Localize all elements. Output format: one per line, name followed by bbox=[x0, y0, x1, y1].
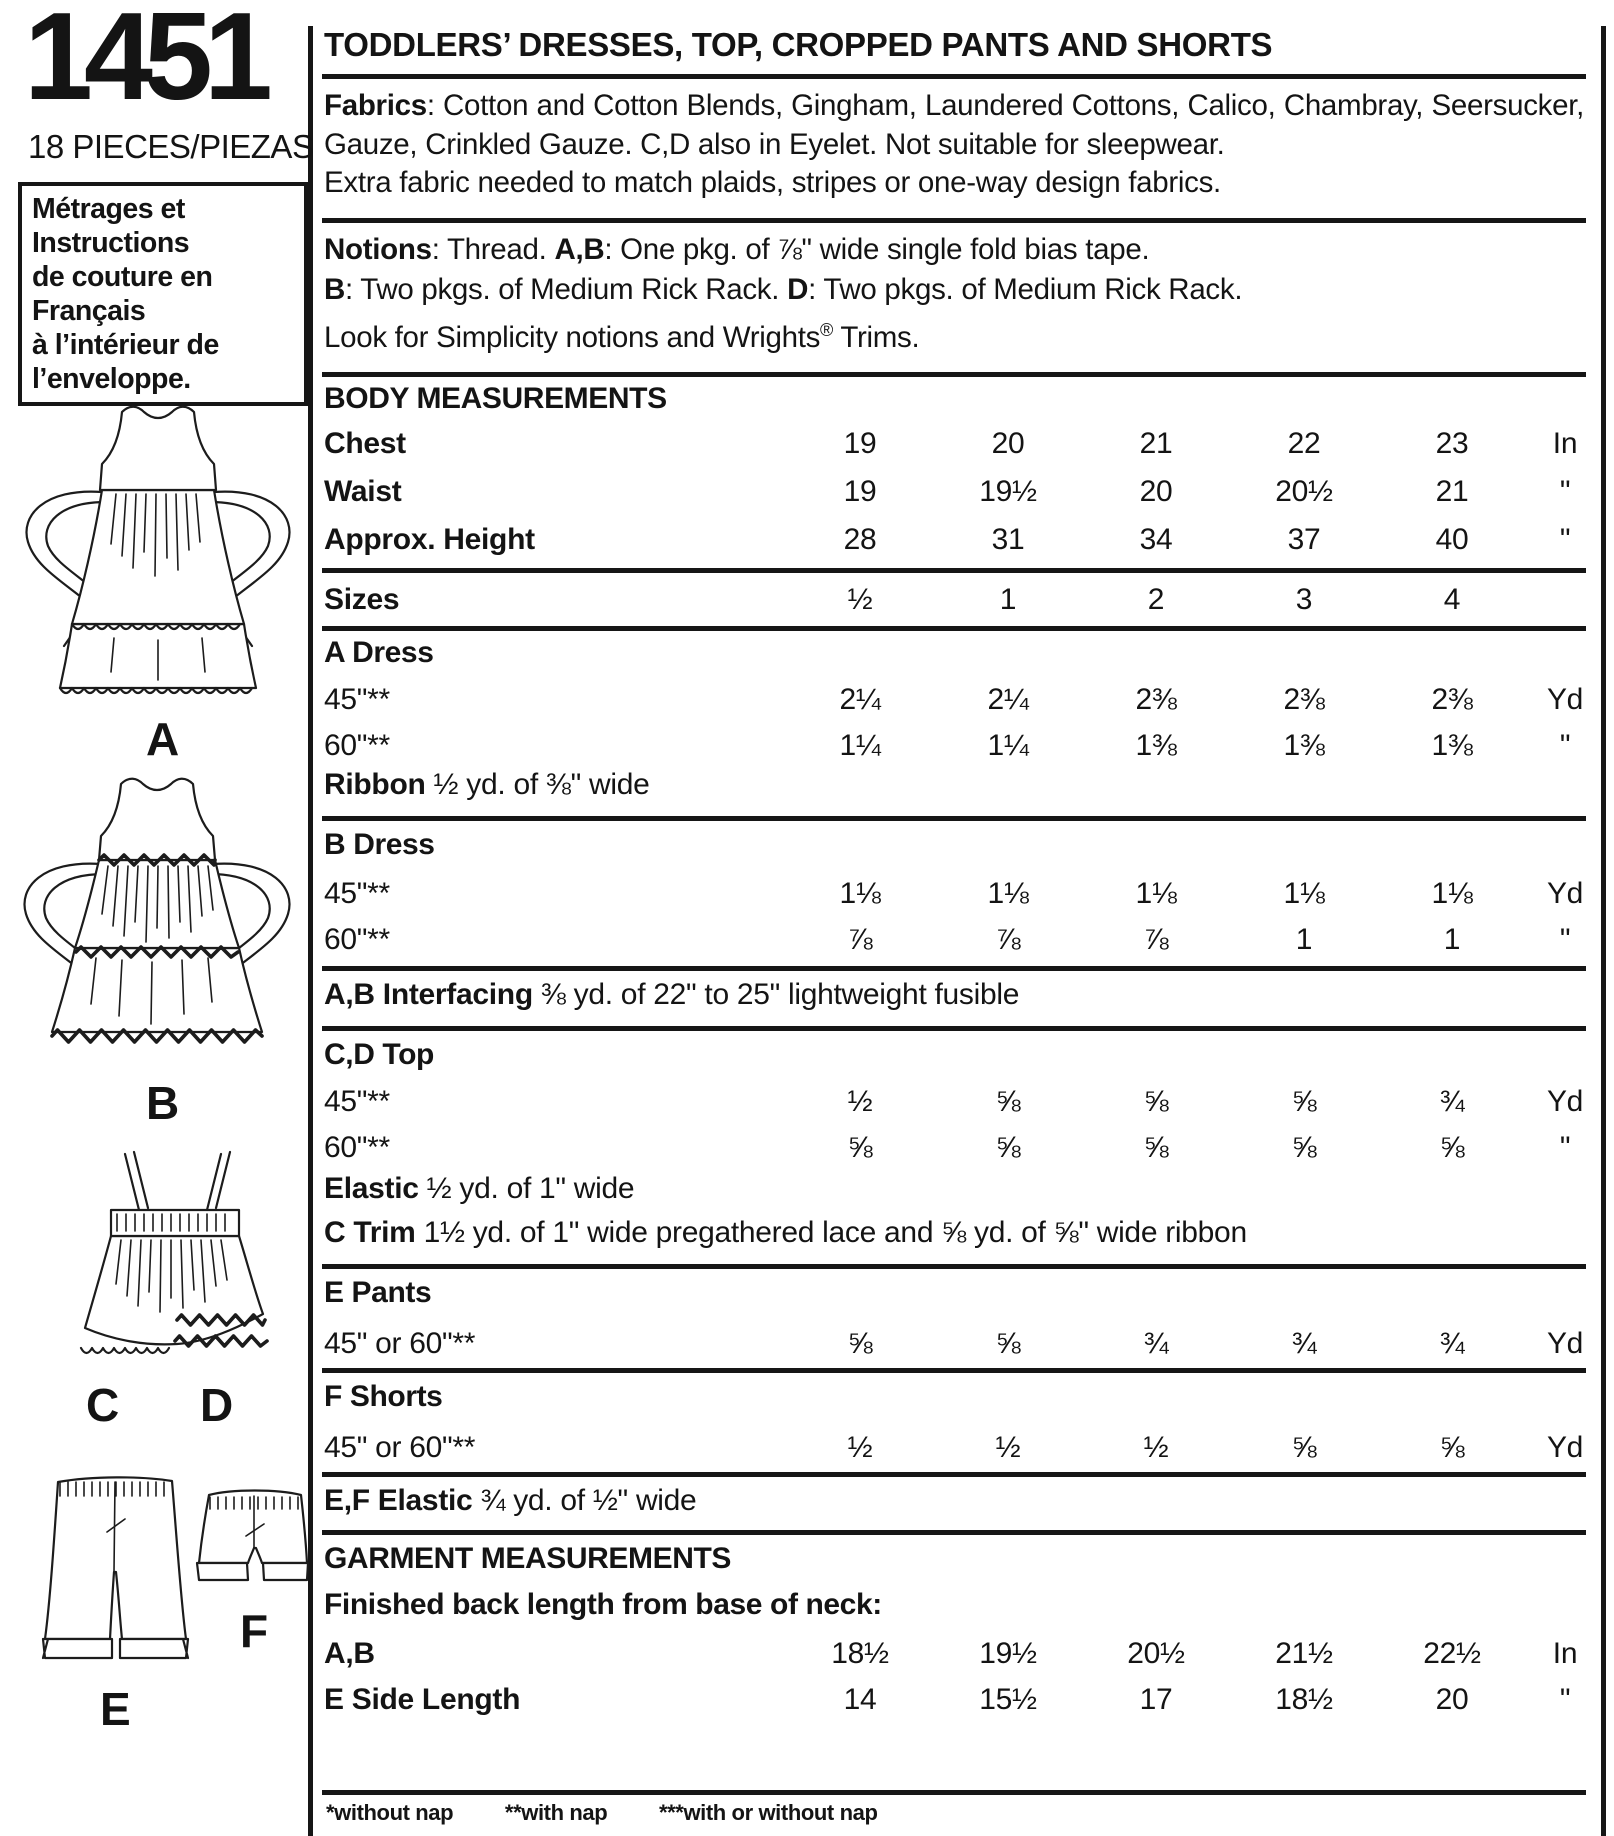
a-dress-header: A Dress bbox=[324, 636, 434, 669]
table-row-cd-60: 60"** ⅝ ⅝ ⅝ ⅝ ⅝ " bbox=[324, 1126, 1604, 1170]
garment-measurements-header: GARMENT MEASUREMENTS bbox=[324, 1542, 732, 1575]
garment-measurements-subheader: Finished back length from base of neck: bbox=[324, 1588, 882, 1621]
view-label-e: E bbox=[100, 1683, 130, 1735]
table-row-b-60: 60"** ⅞ ⅞ ⅞ 1 1 " bbox=[324, 918, 1604, 962]
table-row-cd-45: 45"** ½ ⅝ ⅝ ⅝ ¾ Yd bbox=[324, 1080, 1604, 1124]
interfacing-note: A,B Interfacing ⅜ yd. of 22" to 25" lightweight fusible bbox=[324, 978, 1020, 1011]
divider bbox=[322, 816, 1586, 821]
pieces-count: 18 PIECES/PIEZAS bbox=[28, 128, 314, 165]
french-note-line: l’enveloppe. bbox=[32, 363, 191, 395]
unit-cell: Yd bbox=[1546, 683, 1584, 716]
footnote-without-nap: *without nap bbox=[326, 1800, 454, 1825]
divider bbox=[322, 218, 1586, 223]
row-label: 45"** bbox=[324, 877, 390, 910]
unit-cell: Yd bbox=[1546, 877, 1584, 910]
row-label: Waist bbox=[324, 475, 402, 508]
unit-cell: Yd bbox=[1546, 1327, 1584, 1360]
divider bbox=[322, 1530, 1586, 1535]
table-row-a-60: 60"** 1¼ 1¼ 1⅜ 1⅜ 1⅜ " bbox=[324, 724, 1604, 768]
fabrics-text: : Cotton and Cotton Blends, Gingham, Laundered Cottons, Calico, Chambray, Seersucker, Gauze, Crinkled Gauze. C,D also in Eyelet. Not suitable for sleepwear. bbox=[324, 89, 1584, 161]
straps bbox=[125, 1152, 230, 1210]
divider bbox=[322, 1264, 1586, 1269]
bodice bbox=[100, 407, 216, 490]
divider bbox=[322, 626, 1586, 631]
divider bbox=[322, 1472, 1586, 1477]
body-measurements-header: BODY MEASUREMENTS bbox=[324, 382, 667, 415]
french-note-line: de couture en Français bbox=[32, 261, 213, 327]
row-label: 45"** bbox=[324, 1085, 390, 1118]
waistband bbox=[111, 1210, 239, 1236]
bodice bbox=[99, 779, 215, 860]
table-row-e-pants: 45" or 60"** ⅝ ⅝ ¾ ¾ ¾ Yd bbox=[324, 1322, 1604, 1366]
table-row-waist: Waist 19 19½ 20 20½ 21 " bbox=[324, 470, 1604, 514]
pants-cuff-right bbox=[120, 1639, 188, 1658]
table-row-f-shorts: 45" or 60"** ½ ½ ½ ⅝ ⅝ Yd bbox=[324, 1426, 1604, 1470]
french-note-box bbox=[18, 182, 308, 406]
row-label: 45" or 60"** bbox=[324, 1431, 476, 1464]
notions-line-1: Notions: Thread. A,B: One pkg. of ⅞" wide single fold bias tape. bbox=[324, 233, 1150, 266]
unit-cell: " bbox=[1559, 523, 1571, 556]
shorts-cuff-left bbox=[197, 1563, 248, 1580]
unit-cell: In bbox=[1552, 1637, 1578, 1670]
table-row-chest: Chest 19 20 21 22 23 In bbox=[324, 422, 1604, 466]
unit-cell: Yd bbox=[1546, 1431, 1584, 1464]
table-row-b-45: 45"** 1⅛ 1⅛ 1⅛ 1⅛ 1⅛ Yd bbox=[324, 872, 1604, 916]
table-row-a-45: 45"** 2¼ 2¼ 2⅜ 2⅜ 2⅜ Yd bbox=[324, 678, 1604, 722]
ribbon-note: Ribbon ½ yd. of ⅜" wide bbox=[324, 768, 650, 801]
e-pants-header: E Pants bbox=[324, 1276, 432, 1309]
fabrics-paragraph bbox=[324, 86, 1584, 164]
nap-footnotes bbox=[326, 1800, 923, 1826]
unit-cell: " bbox=[1559, 1683, 1571, 1716]
french-note-line: Métrages et Instructions bbox=[32, 193, 190, 259]
table-row-e-side-length: E Side Length 14 15½ 17 18½ 20 " bbox=[324, 1678, 1604, 1722]
footnote-with-or-without-nap: ***with or without nap bbox=[658, 1800, 878, 1825]
row-label: 60"** bbox=[324, 1131, 390, 1164]
page-title: TODDLERS’ DRESSES, TOP, CROPPED PANTS AND SHORTS bbox=[324, 26, 1273, 63]
fabrics-label: Fabrics bbox=[324, 89, 427, 122]
view-label-c: C bbox=[86, 1379, 119, 1431]
c-trim-note: C Trim 1½ yd. of 1" wide pregathered lace and ⅝ yd. of ⅝" wide ribbon bbox=[324, 1216, 1247, 1249]
row-label: 45" or 60"** bbox=[324, 1327, 476, 1360]
view-label-a: A bbox=[146, 713, 179, 765]
unit-cell: In bbox=[1552, 427, 1578, 460]
pants-cuff-left bbox=[43, 1639, 112, 1658]
unit-cell: " bbox=[1559, 729, 1571, 762]
footnote-with-nap: **with nap bbox=[504, 1800, 608, 1825]
pattern-number: 1451 bbox=[24, 0, 264, 126]
dress-b-drawing bbox=[12, 772, 302, 1072]
divider bbox=[322, 372, 1586, 377]
divider bbox=[322, 1790, 1586, 1795]
row-label: Sizes bbox=[324, 583, 400, 616]
f-shorts-header: F Shorts bbox=[324, 1380, 443, 1413]
divider bbox=[322, 74, 1586, 79]
cd-top-header: C,D Top bbox=[324, 1038, 434, 1071]
row-label: 60"** bbox=[324, 729, 390, 762]
row-label: 60"** bbox=[324, 923, 390, 956]
french-note-line: à l’intérieur de bbox=[32, 329, 219, 361]
shorts-cuff-right bbox=[263, 1563, 308, 1580]
row-label: Approx. Height bbox=[324, 523, 535, 556]
view-label-f: F bbox=[240, 1605, 268, 1657]
unit-cell: " bbox=[1559, 923, 1571, 956]
lace-trim bbox=[81, 1348, 169, 1353]
view-label-d: D bbox=[200, 1379, 233, 1431]
table-row-ab-length: A,B 18½ 19½ 20½ 21½ 22½ In bbox=[324, 1632, 1604, 1676]
notions-paragraph bbox=[324, 230, 1584, 358]
notions-label: Notions bbox=[324, 233, 432, 266]
ef-elastic-note: E,F Elastic ¾ yd. of ½" wide bbox=[324, 1484, 697, 1517]
body bbox=[85, 1236, 263, 1344]
skirt-tier2 bbox=[52, 948, 262, 1032]
divider bbox=[322, 966, 1586, 971]
unit-cell: Yd bbox=[1546, 1085, 1584, 1118]
row-label: E Side Length bbox=[324, 1683, 521, 1716]
table-row-sizes: Sizes ½ 1 2 3 4 bbox=[324, 583, 1461, 616]
table-row-height: Approx. Height 28 31 34 37 40 " bbox=[324, 518, 1604, 562]
notions-line-3: Look for Simplicity notions and Wrights® Trims. bbox=[324, 320, 920, 354]
elastic-note: Elastic ½ yd. of 1" wide bbox=[324, 1172, 635, 1205]
unit-cell: " bbox=[1559, 1131, 1571, 1164]
fabrics-extra: Extra fabric needed to match plaids, stripes or one-way design fabrics. bbox=[324, 166, 1221, 199]
row-label: A,B bbox=[324, 1637, 375, 1670]
top-cd-drawing bbox=[25, 1148, 295, 1378]
b-dress-header: B Dress bbox=[324, 828, 435, 861]
divider bbox=[322, 1368, 1586, 1373]
unit-cell: " bbox=[1559, 475, 1571, 508]
row-label: 45"** bbox=[324, 683, 390, 716]
view-label-b: B bbox=[146, 1077, 179, 1129]
registered-mark: ® bbox=[820, 320, 834, 340]
skirt-tier1 bbox=[72, 490, 244, 624]
dress-a-drawing bbox=[18, 398, 298, 713]
divider bbox=[322, 568, 1586, 573]
row-label: Chest bbox=[324, 427, 406, 460]
notions-line-2: B: Two pkgs. of Medium Rick Rack. D: Two pkgs. of Medium Rick Rack. bbox=[324, 273, 1243, 306]
divider bbox=[322, 1026, 1586, 1031]
